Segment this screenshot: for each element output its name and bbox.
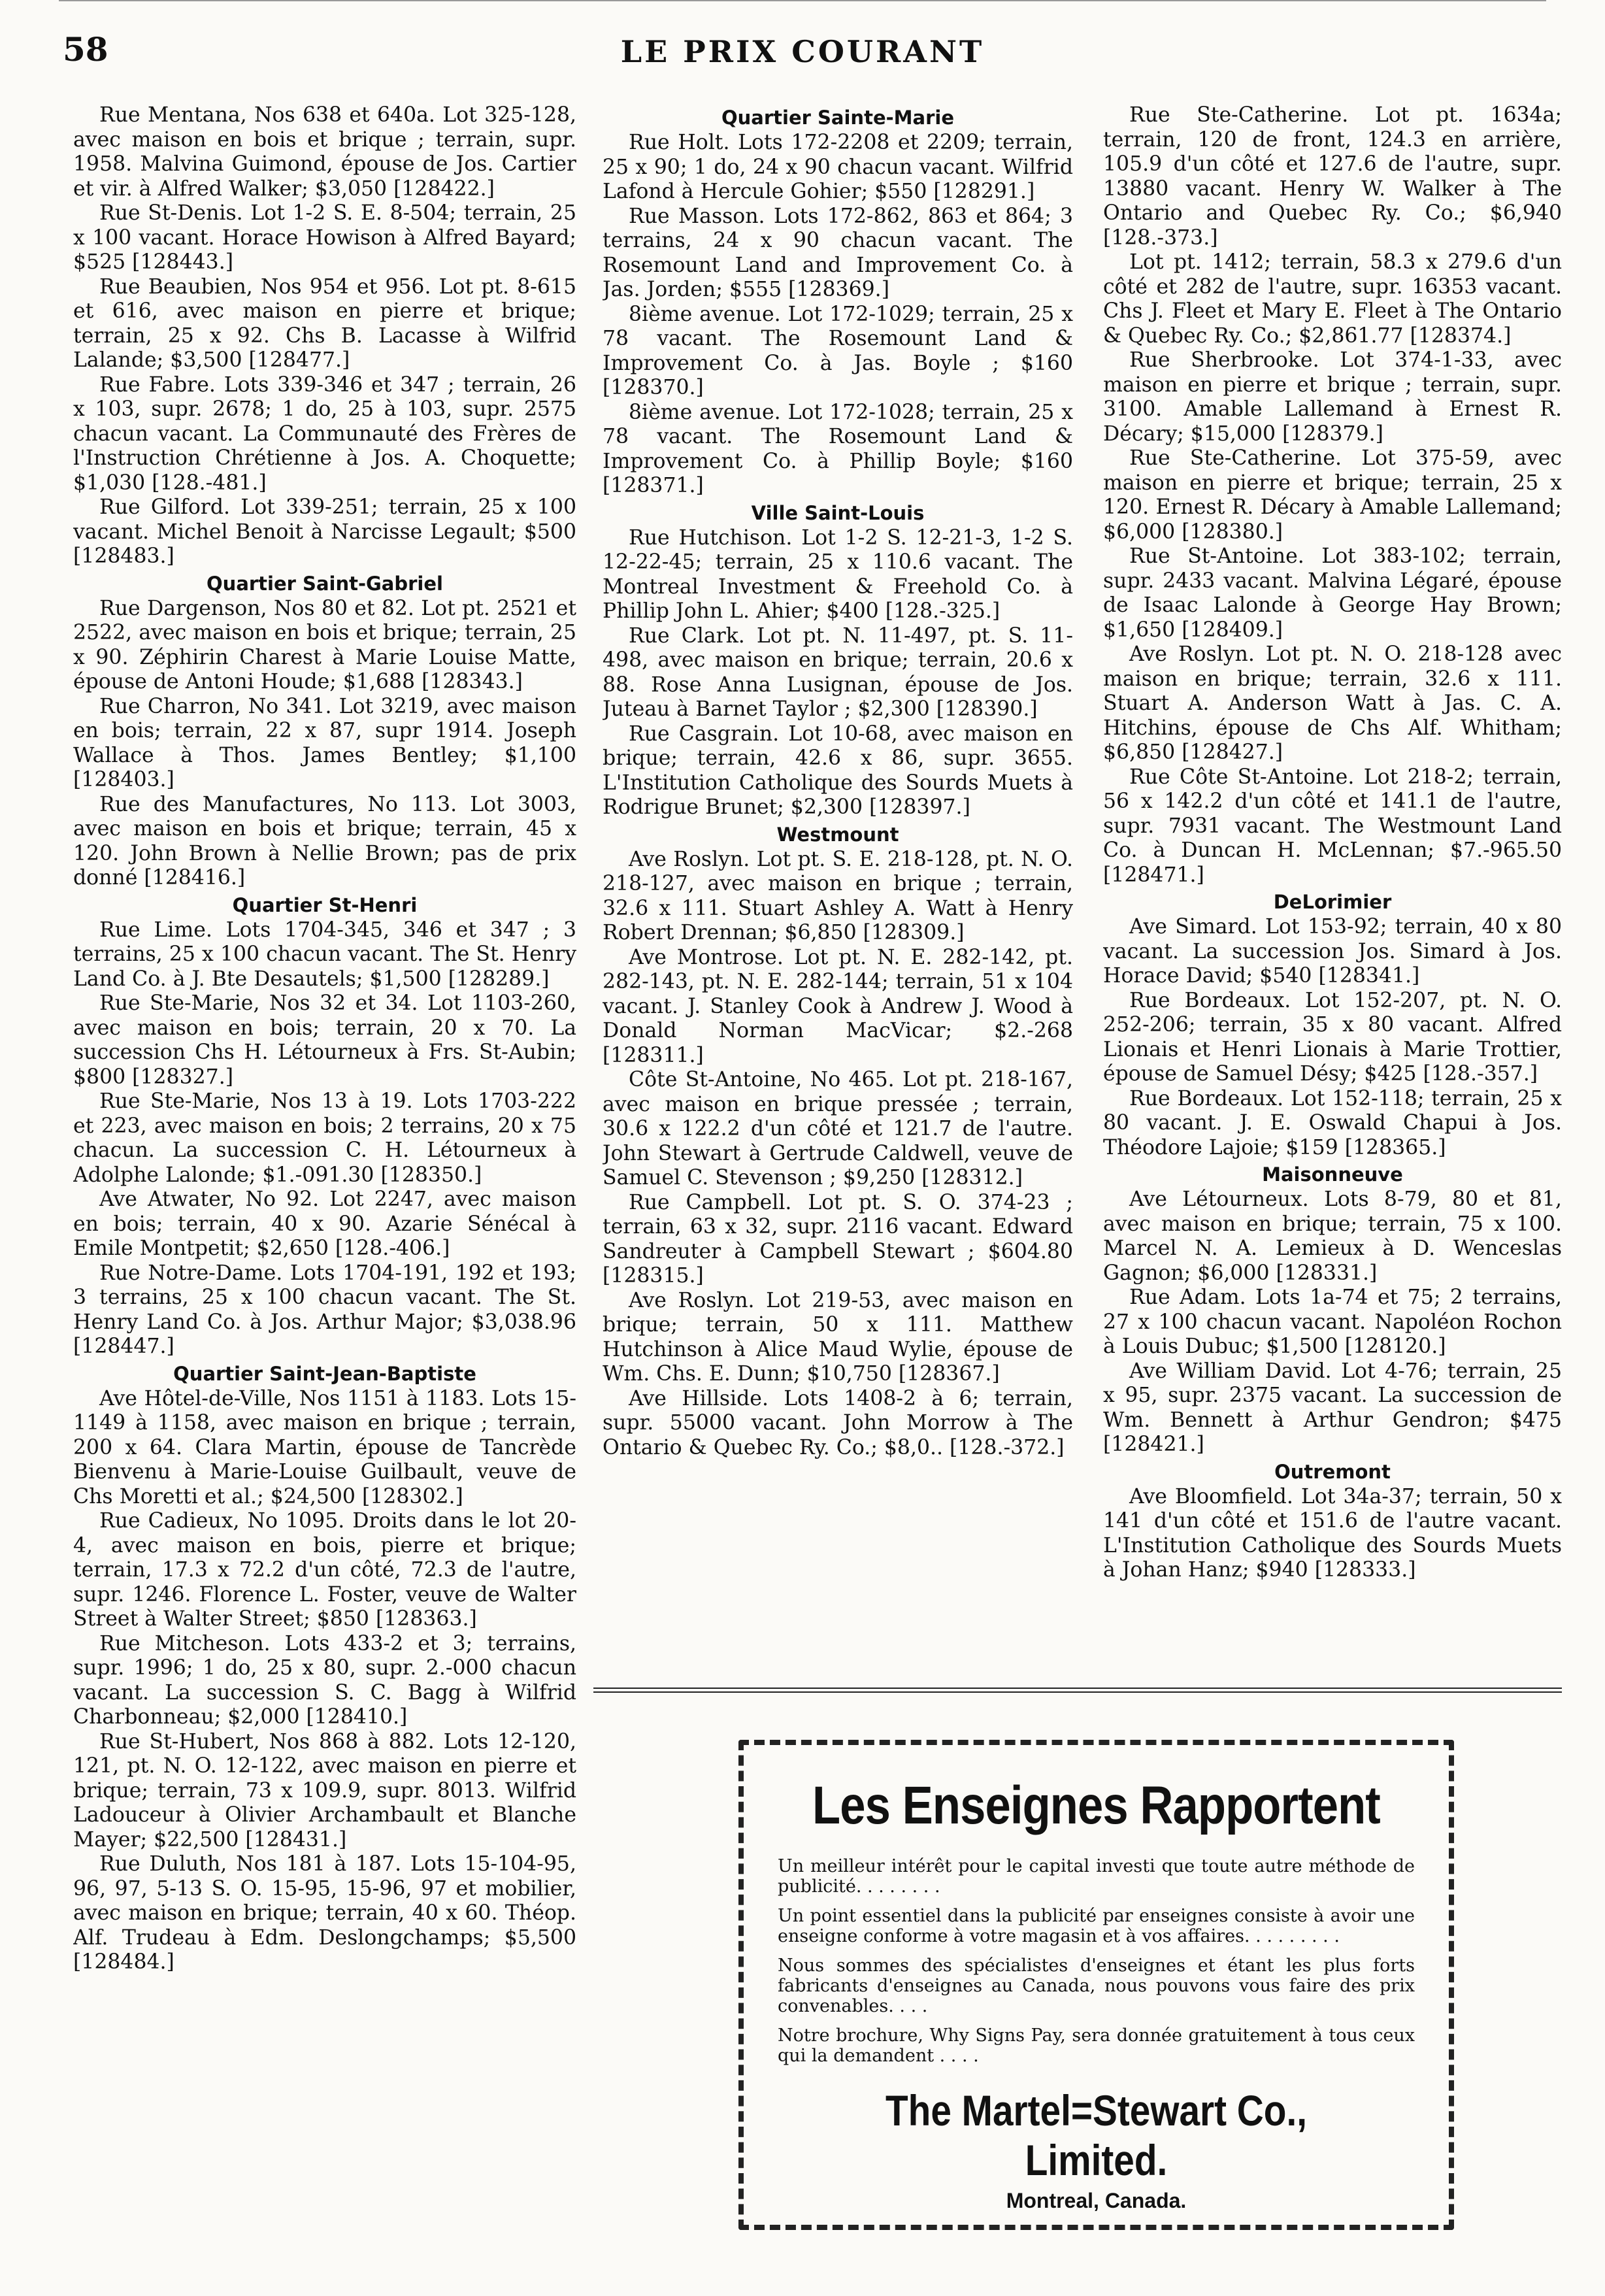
ad-separator-rule bbox=[593, 1688, 1562, 1693]
listing-entry: Rue Hutchison. Lot 1-2 S. 12-21-3, 1-2 S. 12-22-45; terrain, 25 x 110.6 vacant. The Montreal Investment & Freehold Co. à Phillip John L. Ahier; $400 [128.-325.] bbox=[603, 525, 1073, 623]
listing-entry: Ave Hôtel-de-Ville, Nos 1151 à 1183. Lots 15-1149 à 1158, avec maison en brique ; terrain, 200 x 64. Clara Martin, épouse de Tancrède Bienvenu à Marie-Louise Guilbault, veuve de Chs Moretti et al.; $24,500 [128302.] bbox=[73, 1386, 576, 1508]
section-heading: Quartier Saint-Gabriel bbox=[207, 572, 443, 595]
section-heading: Quartier St-Henri bbox=[232, 893, 418, 916]
listing-entry: Rue Duluth, Nos 181 à 187. Lots 15-104-95, 96, 97, 5-13 S. O. 15-95, 15-96, 97 et mobilier, avec maison en brique; terrain, 40 x 60. Théop. Alf. Trudeau à Edm. Deslongchamps; $5,500 [128484.] bbox=[73, 1852, 576, 1974]
ad-paragraph: Un meilleur intérêt pour le capital investi que toute autre méthode de publicité. . . . . . . . bbox=[778, 1856, 1415, 1897]
ad-paragraph: Nous sommes des spécialistes d'enseignes et étant les plus forts fabricants d'enseignes au Canada, nous pouvons vous faire des prix convenables. . . . bbox=[778, 1955, 1415, 2016]
column-3 bbox=[1103, 103, 1562, 1583]
listing-entry: Rue Ste-Catherine. Lot pt. 1634a; terrain, 120 de front, 124.3 en arrière, 105.9 d'un côté et 127.6 de l'autre, supr. 13880 vacant. Henry W. Walker à The Ontario and Quebec Ry. Co.; $6,940 [128.-373.] bbox=[1103, 103, 1562, 250]
listing-entry: Ave Hillside. Lots 1408-2 à 6; terrain, supr. 55000 vacant. John Morrow à The Ontario & Quebec Ry. Co.; $8,0.. [128.-372.] bbox=[603, 1386, 1073, 1459]
listing-entry: Côte St-Antoine, No 465. Lot pt. 218-167, avec maison en brique pressée ; terrain, 30.6 x 122.2 d'un côté et 121.7 de l'autre. John Stewart à Gertrude Caldwell, veuve de Samuel C. Stevenson ; $9,250 [128312.] bbox=[603, 1068, 1073, 1190]
listing-entry: Rue Dargenson, Nos 80 et 82. Lot pt. 2521 et 2522, avec maison en bois et brique; terrain, 25 x 90. Zéphirin Charest à Marie Louise Matte, épouse de Antoni Houde; $1,688 [128343.] bbox=[73, 596, 576, 693]
listing-entry: Rue Beaubien, Nos 954 et 956. Lot pt. 8-615 et 616, avec maison en pierre et brique; terrain, 25 x 92. Chs B. Lacasse à Wilfrid Lalande; $3,500 [128477.] bbox=[73, 275, 576, 372]
column-2 bbox=[603, 103, 1073, 1460]
listing-entry: Ave Roslyn. Lot pt. N. O. 218-128 avec maison en brique; terrain, 32.6 x 111. Stuart A. Anderson Watt à Jas. C. A. Hitchins, épouse de Chs Alf. Whitham; $6,850 [128427.] bbox=[1103, 642, 1562, 764]
listing-entry: Lot pt. 1412; terrain, 58.3 x 279.6 d'un côté et 282 de l'autre, supr. 16353 vacant. Chs J. Fleet et Mary E. Fleet à The Ontario & Quebec Ry. Co.; $2,861.77 [128374.] bbox=[1103, 250, 1562, 348]
listing-entry: Rue Gilford. Lot 339-251; terrain, 25 x 100 vacant. Michel Benoit à Narcisse Legault; $500 [128483.] bbox=[73, 495, 576, 568]
listing-entry: Ave Simard. Lot 153-92; terrain, 40 x 80 vacant. La succession Jos. Simard à Jos. Horace David; $540 [128341.] bbox=[1103, 915, 1562, 988]
listing-entry: Rue Holt. Lots 172-2208 et 2209; terrain, 25 x 90; 1 do, 24 x 90 chacun vacant. Wilfrid Lafond à Hercule Gohier; $550 [128291.] bbox=[603, 131, 1073, 203]
listing-entry: Rue Lime. Lots 1704-345, 346 et 347 ; 3 terrains, 25 x 100 chacun vacant. The St. Henry Land Co. à J. Bte Desautels; $1,500 [128289.] bbox=[73, 918, 576, 991]
listing-entry: Rue Charron, No 341. Lot 3219, avec maison en bois; terrain, 22 x 87, supr 1914. Joseph Wallace à Thos. James Bentley; $1,100 [128403.] bbox=[73, 694, 576, 791]
section-heading: Quartier Sainte-Marie bbox=[721, 107, 954, 129]
ad-city: Montreal, Canada. bbox=[1006, 2189, 1187, 2212]
ad-paragraph: Notre brochure, Why Signs Pay, sera donnée gratuitement à tous ceux qui la demandent . . . . bbox=[778, 2025, 1415, 2066]
listing-entry: Rue Casgrain. Lot 10-68, avec maison en brique; terrain, 42.6 x 86, supr. 3655. L'Institution Catholique des Sourds Muets à Rodrigue Brunet; $2,300 [128397.] bbox=[603, 722, 1073, 819]
listing-entry: Rue St-Antoine. Lot 383-102; terrain, supr. 2433 vacant. Malvina Légaré, épouse de Isaac Lalonde à George Hay Brown; $1,650 [128409.] bbox=[1103, 544, 1562, 642]
listing-entry: Rue Mentana, Nos 638 et 640a. Lot 325-128, avec maison en bois et brique ; terrain, supr. 1958. Malvina Guimond, épouse de Jos. Cartier et vir. à Alfred Walker; $3,050 [128422.] bbox=[73, 103, 576, 201]
section-heading: Westmount bbox=[776, 823, 899, 846]
listing-entry: 8ième avenue. Lot 172-1028; terrain, 25 x 78 vacant. The Rosemount Land & Improvement Co. à Phillip Boyle; $160 [128371.] bbox=[603, 400, 1073, 497]
listing-entry: Rue Clark. Lot pt. N. 11-497, pt. S. 11-498, avec maison en brique; terrain, 20.6 x 88. Rose Anna Lusignan, épouse de Jos. Juteau à Barnet Taylor ; $2,300 [128390.] bbox=[603, 624, 1073, 721]
listing-entry: Ave Roslyn. Lot 219-53, avec maison en brique; terrain, 50 x 111. Matthew Hutchinson à Alice Maud Wylie, épouse de Wm. Chs. E. Dunn; $10,750 [128367.] bbox=[603, 1288, 1073, 1386]
listing-entry: Rue Côte St-Antoine. Lot 218-2; terrain, 56 x 142.2 d'un côté et 141.1 de l'autre, supr. 7931 vacant. The Westmount Land Co. à Duncan H. McLennan; $7.-965.50 [128471.] bbox=[1103, 765, 1562, 887]
ad-body bbox=[778, 1856, 1415, 2066]
ad-company: The Martel=Stewart Co., Limited. bbox=[885, 2086, 1307, 2184]
listing-entry: Rue Campbell. Lot pt. S. O. 374-23 ; terrain, 63 x 32, supr. 2116 vacant. Edward Sandreuter à Campbell Stewart ; $604.80 [128315.] bbox=[603, 1190, 1073, 1288]
advertisement bbox=[738, 1740, 1454, 2230]
listing-entry: Rue Bordeaux. Lot 152-118; terrain, 25 x 80 vacant. J. E. Oswald Chapui à Jos. Théodore Lajoie; $159 [128365.] bbox=[1103, 1086, 1562, 1159]
listing-entry: Rue Masson. Lots 172-862, 863 et 864; 3 terrains, 24 x 90 chacun vacant. The Rosemount Land and Improvement Co. à Jas. Jorden; $555 [128369.] bbox=[603, 204, 1073, 301]
ad-paragraph: Un point essentiel dans la publicité par enseignes consiste à avoir une enseigne conforme à votre magasin et à vos affaires. . . . . . . . . bbox=[778, 1906, 1415, 1946]
section-heading: Ville Saint-Louis bbox=[751, 501, 925, 524]
listing-entry: Rue Ste-Marie, Nos 13 à 19. Lots 1703-222 et 223, avec maison en bois; 2 terrains, 20 x 75 chacun. La succession C. H. Létourneux à Adolphe Lalonde; $1.-091.30 [128350.] bbox=[73, 1090, 576, 1187]
section-heading: DeLorimier bbox=[1273, 891, 1392, 913]
section-heading: Quartier Saint-Jean-Baptiste bbox=[173, 1362, 476, 1385]
page-number: 58 bbox=[63, 30, 108, 69]
column-1 bbox=[73, 103, 576, 1975]
listing-entry: Rue Notre-Dame. Lots 1704-191, 192 et 193; 3 terrains, 25 x 100 chacun vacant. The St. Henry Land Co. à Jos. Arthur Major; $3,038.96 [128447.] bbox=[73, 1261, 576, 1358]
listing-entry: Rue Sherbrooke. Lot 374-1-33, avec maison en pierre et brique ; terrain, supr. 3100. Amable Lallemand à Ernest R. Décary; $15,000 [128379.] bbox=[1103, 348, 1562, 446]
listing-entry: Ave Atwater, No 92. Lot 2247, avec maison en bois; terrain, 40 x 90. Azarie Sénécal à Emile Montpetit; $2,650 [128.-406.] bbox=[73, 1188, 576, 1260]
top-rule bbox=[59, 0, 1546, 1]
listing-entry: Rue des Manufactures, No 113. Lot 3003, avec maison en bois et brique; terrain, 45 x 120. John Brown à Nellie Brown; pas de prix donné [128416.] bbox=[73, 792, 576, 890]
listing-entry: 8ième avenue. Lot 172-1029; terrain, 25 x 78 vacant. The Rosemount Land & Improvement Co. à Jas. Boyle ; $160 [128370.] bbox=[603, 302, 1073, 399]
listing-entry: Ave Montrose. Lot pt. N. E. 282-142, pt. 282-143, pt. N. E. 282-144; terrain, 51 x 104 vacant. J. Stanley Cook à Andrew J. Wood à Donald Norman MacVicar; $2.-268 [128311.] bbox=[603, 945, 1073, 1067]
listing-entry: Rue St-Hubert, Nos 868 à 882. Lots 12-120, 121, pt. N. O. 12-122, avec maison en pierre et brique; terrain, 73 x 109.9, supr. 8013. Wilfrid Ladouceur à Olivier Archambault et Blanche Mayer; $22,500 [128431.] bbox=[73, 1729, 576, 1852]
section-heading: Maisonneuve bbox=[1262, 1163, 1403, 1186]
listing-entry: Rue Mitcheson. Lots 433-2 et 3; terrains, supr. 1996; 1 do, 25 x 80, supr. 2.-000 chacun vacant. La succession S. C. Bagg à Wilfrid Charbonneau; $2,000 [128410.] bbox=[73, 1631, 576, 1729]
listing-entry: Rue Adam. Lots 1a-74 et 75; 2 terrains, 27 x 100 chacun vacant. Napoléon Rochon à Louis Dubuc; $1,500 [128120.] bbox=[1103, 1286, 1562, 1358]
listing-entry: Ave William David. Lot 4-76; terrain, 25 x 95, supr. 2375 vacant. La succession de Wm. Bennett à Arthur Gendron; $475 [128421.] bbox=[1103, 1359, 1562, 1456]
listing-entry: Ave Bloomfield. Lot 34a-37; terrain, 50 x 141 d'un côté et 151.6 de l'autre vacant. L'Institution Catholique des Sourds Muets à Johan Hanz; $940 [128333.] bbox=[1103, 1484, 1562, 1582]
listing-entry: Ave Roslyn. Lot pt. S. E. 218-128, pt. N. O. 218-127, avec maison en brique ; terrain, 32.6 x 111. Stuart Ashley A. Watt à Henry Robert Drennan; $6,850 [128309.] bbox=[603, 847, 1073, 944]
page-title: LE PRIX COURANT bbox=[620, 34, 985, 69]
ad-title: Les Enseignes Rapportent bbox=[812, 1776, 1380, 1835]
listing-entry: Rue Bordeaux. Lot 152-207, pt. N. O. 252-206; terrain, 35 x 80 vacant. Alfred Lionais et Henri Lionais à Marie Trottier, épouse de Samuel Désy; $425 [128.-357.] bbox=[1103, 988, 1562, 1086]
listing-entry: Ave Létourneux. Lots 8-79, 80 et 81, avec maison en brique; terrain, 75 x 100. Marcel N. A. Lemieux à D. Wenceslas Gagnon; $6,000 [128331.] bbox=[1103, 1188, 1562, 1285]
listing-entry: Rue Cadieux, No 1095. Droits dans le lot 20-4, avec maison en bois, pierre et brique; terrain, 17.3 x 72.2 d'un côté, 72.3 de l'autre, supr. 1246. Florence L. Foster, veuve de Walter Street à Walter Street; $850 [128363.] bbox=[73, 1509, 576, 1631]
listing-entry: Rue Ste-Catherine. Lot 375-59, avec maison en pierre et brique; terrain, 25 x 120. Ernest R. Décary à Amable Lallemand; $6,000 [128380.] bbox=[1103, 446, 1562, 544]
listing-entry: Rue Ste-Marie, Nos 32 et 34. Lot 1103-260, avec maison en bois; terrain, 20 x 70. La succession Chs H. Létourneux à Frs. St-Aubin; $800 [128327.] bbox=[73, 991, 576, 1089]
listing-entry: Rue Fabre. Lots 339-346 et 347 ; terrain, 26 x 103, supr. 2678; 1 do, 25 à 103, supr. 2575 chacun vacant. La Communauté des Frères de l'Instruction Chrétienne à Jos. A. Choquette; $1,030 [128.-481.] bbox=[73, 373, 576, 495]
listing-entry: Rue St-Denis. Lot 1-2 S. E. 8-504; terrain, 25 x 100 vacant. Horace Howison à Alfred Bayard; $525 [128443.] bbox=[73, 201, 576, 274]
section-heading: Outremont bbox=[1274, 1460, 1391, 1483]
